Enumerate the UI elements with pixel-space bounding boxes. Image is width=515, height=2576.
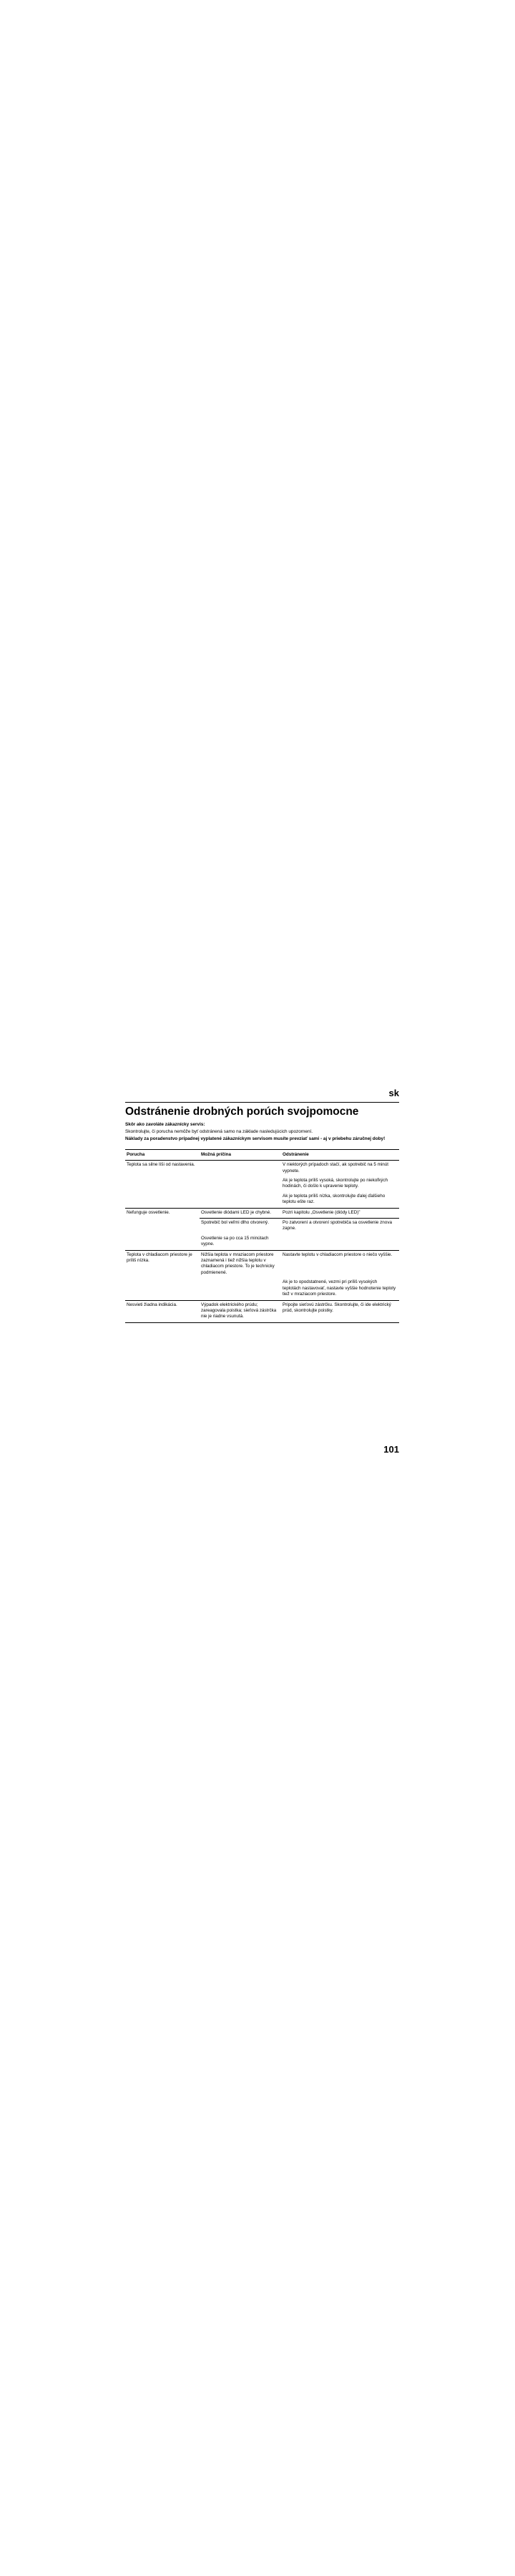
cell-fault — [125, 1219, 200, 1234]
table-row — [125, 1300, 399, 1322]
cell-remedy: Po zatvorení a otvorení spotrebiča sa osvetlenie znova zapne. — [283, 1220, 392, 1231]
title-rule — [125, 1102, 399, 1103]
table-row — [125, 1234, 399, 1250]
cell-remedy: Nastavte teplotu v chladiacom priestore o niečo vyššie. — [283, 1252, 393, 1257]
cell-cause — [200, 1161, 281, 1176]
cell-fault: Nefunguje osvetlenie. — [127, 1209, 170, 1215]
table-row — [125, 1176, 399, 1192]
cell-fault — [125, 1192, 200, 1208]
cell-remedy: Pripojte sieťovú zástrčku. Skontrolujte, či ide elektrický prúd, skontrolujte poistky. — [281, 1300, 399, 1322]
cell-fault: Teplota sa silne líši od nastavenia. — [127, 1162, 195, 1168]
cell-fault: Nesvieti žiadna indikácia. — [125, 1300, 200, 1322]
table-header-row — [125, 1149, 399, 1160]
cell-cause: Spotrebič bol veľmi dlho otvorený. — [201, 1220, 269, 1226]
page-content — [125, 1102, 399, 1323]
cell-cause: Osvetlenie sa po cca 15 minútach vypne. — [200, 1234, 281, 1250]
cell-fault — [125, 1278, 200, 1300]
cell-cause — [200, 1192, 281, 1208]
cell-cause — [200, 1278, 281, 1300]
cell-remedy: Pozri kapitolu „Osvetlenie (diódy LED)” — [281, 1208, 399, 1218]
cell-remedy: Ak je teplota príliš vysoká, skontrolujte po niekoľkých hodinách, či došlo k upravenie teploty. — [283, 1178, 388, 1189]
header-remedy: Odstránenie — [281, 1149, 399, 1160]
cell-cause: Nižšia teplota v mraziacom priestore zaznamená i tiež nižšia teplotu v chladiacom priestore. To je technicky podmienené. — [201, 1252, 275, 1275]
cell-fault: Teplota v chladiacom priestore je príliš nízka. — [127, 1252, 192, 1264]
table-row — [125, 1208, 399, 1218]
header-fault: Porucha — [125, 1149, 200, 1160]
fault-table — [125, 1149, 399, 1323]
table-row — [125, 1161, 399, 1176]
table-row — [125, 1192, 399, 1208]
cell-fault — [125, 1176, 200, 1192]
cell-remedy: Ak je teplota príliš nízka, skontrolujte ďalej ďalšieho teplotu ešte raz. — [281, 1192, 399, 1208]
table-row — [125, 1219, 399, 1234]
cell-cause: Výpadok elektrického prúdu; zareagovala poistka; sieťová zástrčka nie je riadne vsunutá. — [200, 1300, 281, 1322]
table-row — [125, 1278, 399, 1300]
intro-line-2: Skontrolujte, či porucha nemôže byť odstránená samo na základe nasledujúcich upozornení. — [125, 1129, 313, 1135]
cell-fault — [125, 1234, 200, 1250]
language-code: sk — [388, 1088, 399, 1098]
cell-remedy — [281, 1234, 399, 1250]
section-title: Odstránenie drobných porúch svojpomocne — [125, 1106, 359, 1118]
header-cause: Možná príčina — [200, 1149, 281, 1160]
table-row — [125, 1250, 399, 1278]
intro-line-3: Náklady za poradenstvo prípadnej vyplatené zákazníckym servisom musíte prevziať sami - aj v priebehu záručnej doby! — [125, 1136, 386, 1142]
cell-remedy: Ak je to opodstatnené, vezmi pri príliš vysokých teplotách nastavovať, nastavte vyššie hodnotenie teploty tiež v mraziacom priestore. — [281, 1278, 399, 1300]
cell-cause: Osvetlenie diódami LED je chybné. — [200, 1208, 281, 1218]
cell-cause — [200, 1176, 281, 1192]
intro-block — [125, 1122, 399, 1143]
intro-line-1: Skôr ako zavoláte zákaznícky servis: — [125, 1122, 205, 1127]
cell-remedy: V niektorých prípadoch stačí, ak spotrebič na 5 minút vypnete. — [283, 1162, 389, 1174]
page-number: 101 — [383, 1444, 399, 1455]
